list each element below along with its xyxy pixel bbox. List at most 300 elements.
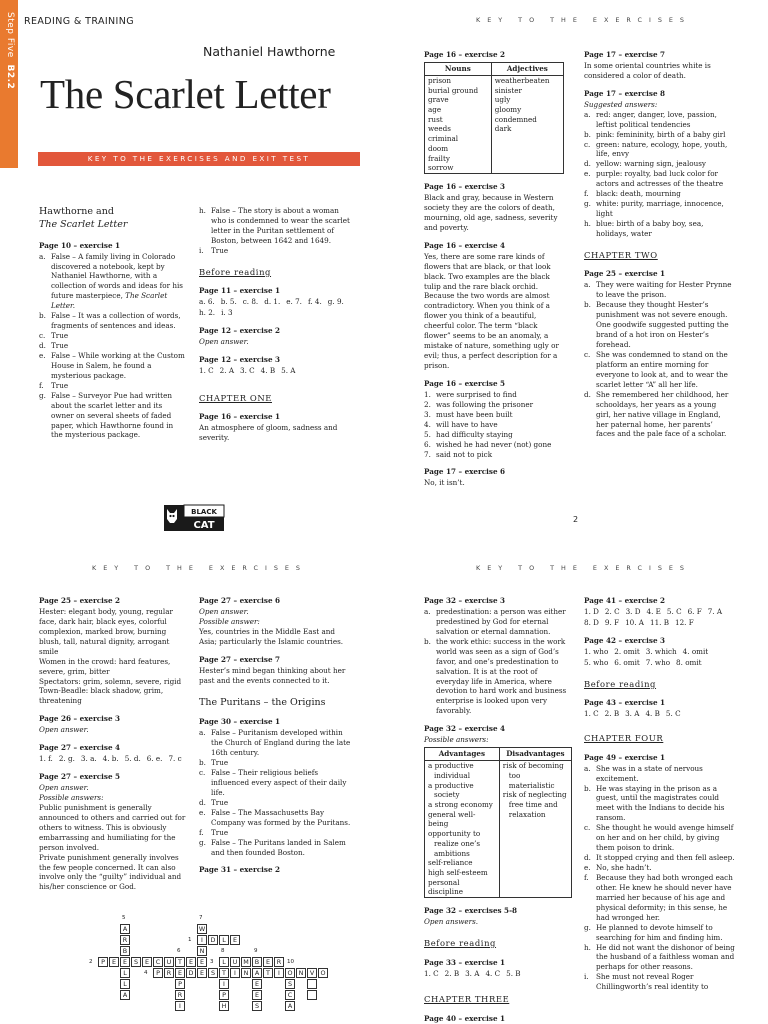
answer-pair (506, 969, 520, 979)
crossword-cell: R (164, 968, 174, 978)
item-text: False – Puritanism developed within the Church of England during the late 16th century. (211, 728, 351, 758)
chapter-heading: CHAPTER THREE (424, 994, 510, 1005)
answer-value: omit (691, 646, 709, 656)
item-marker: e. (39, 350, 46, 360)
crossword-cell: I (197, 935, 207, 945)
crossword-clue-number: 8 (221, 948, 225, 954)
answer-pair (199, 366, 214, 376)
answer-item (584, 853, 736, 863)
exercise-title: Page 12 – exercise 3 (199, 354, 281, 364)
crossword-cell: I (230, 968, 240, 978)
item-marker: b. (584, 300, 591, 310)
crossword-clue-number: 9 (254, 948, 258, 954)
exercise-title: Page 33 – exercise 1 (424, 957, 506, 967)
answer-number: 7. (645, 657, 655, 667)
item-text: False – It was a collection of words, fragments of sentences and ideas. (51, 311, 181, 331)
answer-number: 2. (444, 968, 454, 978)
crossword-cell: T (219, 968, 229, 978)
crossword-cell: E (186, 957, 196, 967)
answer-pair (646, 658, 670, 668)
answer-value: which (654, 646, 677, 656)
item-text: True (51, 341, 69, 350)
answer-number: 3. (625, 606, 635, 616)
answer-list (199, 206, 351, 256)
exercise-title: Page 42 – exercise 3 (584, 635, 666, 645)
answer-item (199, 798, 351, 808)
answer-number: h. (199, 308, 209, 318)
crossword-cell: H (219, 1001, 229, 1011)
answer-value: F (696, 606, 702, 616)
answer-value: B (269, 365, 276, 375)
answer-item (584, 140, 732, 160)
crossword-cell: S (208, 968, 218, 978)
crossword-cell: A (120, 990, 130, 1000)
answer-value: F (614, 617, 620, 627)
answer-value: c (177, 754, 182, 764)
answer-value: f. (48, 754, 53, 764)
item-text: He did not want the dishonor of being the husband of a faithless woman and perhaps for other reasons. (596, 942, 735, 972)
answer-value: C (494, 968, 501, 978)
answer-value: g. (68, 754, 75, 764)
chapter-heading: CHAPTER TWO (584, 249, 658, 260)
crossword-cell: N (197, 946, 207, 956)
answer-pair (125, 754, 141, 764)
crossword-cell (307, 979, 317, 989)
crossword-cell: B (252, 957, 262, 967)
crossword-cell: E (109, 957, 119, 967)
answer-pair (584, 658, 608, 668)
crossword-cell: S (285, 979, 295, 989)
answer-number: a. (199, 297, 208, 307)
answer-pair (683, 647, 709, 657)
answer-number: 5. (666, 606, 677, 616)
answer-value: A (290, 365, 296, 375)
answer-number: 5. (584, 657, 594, 667)
answer-value: omit (685, 657, 702, 667)
exercise-title: Page 49 – exercise 1 (584, 752, 666, 762)
crossword-cell: E (197, 968, 207, 978)
answer-item (584, 130, 732, 140)
answer-value: 4. (314, 297, 322, 307)
column-6 (199, 596, 351, 876)
crossword-clue-number: 4 (144, 970, 148, 976)
answer-number: 5. (124, 754, 134, 764)
crossword-cell: L (120, 968, 130, 978)
answer-value: C (208, 365, 214, 375)
answer-value: a. (90, 754, 97, 764)
answer-item (199, 246, 351, 256)
table-cell-line: too materialistic (508, 770, 555, 790)
book-author: Nathaniel Hawthorne (203, 44, 336, 59)
answer-pair (645, 709, 659, 719)
answer-line: Hester: elegant body, young, regular face, dark hair, black eyes, colorful complexion, marked brow, burning blush, tall, natural dignity, arrogant smile (39, 606, 173, 656)
table-cell-line: condemned (494, 114, 537, 124)
answer-item (584, 189, 732, 199)
answer-item (584, 764, 736, 784)
disadvantages-column (499, 761, 571, 898)
level-tab (0, 0, 18, 168)
answer-pair (676, 658, 702, 668)
item-marker: c. (199, 768, 206, 777)
item-text: False – The Puritans landed in Salem and then founded Boston. (211, 837, 346, 857)
item-text: She was condemned to stand on the platform an entire morning for everyone to look at, and to wear the scarlet letter “A” all her life. (596, 349, 728, 389)
answer-list (424, 390, 564, 460)
exercise-title: Page 10 – exercise 1 (39, 240, 121, 250)
answer-number: b. (220, 297, 230, 307)
answer-item (584, 784, 736, 824)
answer-value: 8. (251, 297, 259, 307)
answer-item (584, 350, 732, 390)
item-marker: 2. (424, 399, 431, 409)
crossword-cell: T (263, 968, 273, 978)
answer-number: 3. (645, 646, 655, 656)
answer-line: Private punishment generally involves the few people concerned. It can also involve only the “guilty” individual and his/her conscience or God. (39, 852, 182, 892)
section-heading: Before reading (199, 266, 272, 277)
table-cell-line: ugly (494, 95, 511, 105)
answer-item (199, 206, 351, 246)
answer-line: Spectators: grim, solemn, severe, rigid (39, 676, 182, 686)
answer-item (39, 331, 187, 341)
exercise-title: Page 31 – exercise 2 (199, 865, 281, 875)
crossword-cell: E (142, 957, 152, 967)
item-marker: b. (584, 783, 591, 793)
item-marker: h. (584, 219, 591, 228)
item-marker: b. (199, 758, 206, 768)
answer-item (584, 972, 736, 992)
answer-value: 6. (207, 297, 215, 307)
answer-pair (199, 297, 215, 307)
item-marker: e. (584, 863, 591, 872)
answer-pair (626, 607, 641, 617)
item-marker: f. (39, 380, 44, 390)
answer-value: C (433, 968, 439, 978)
table-cell-line: personal discipline (428, 877, 463, 897)
answer-number: 4. (485, 968, 495, 978)
answer-pair (675, 618, 694, 628)
answer-number: 1. (584, 606, 594, 616)
table-cell-line: doom (428, 143, 449, 153)
chapter-heading: CHAPTER ONE (199, 392, 272, 403)
answer-pair (584, 618, 599, 628)
answer-number: 12. (675, 617, 689, 627)
table-header: Adjectives (491, 62, 563, 75)
answer-number: 6. (146, 754, 156, 764)
item-text: purple: royalty, bad luck color for actors and actresses of the theatre (596, 169, 724, 189)
answer-text: Open answer. (199, 337, 249, 347)
answer-value: 9. (336, 297, 344, 307)
column-2 (199, 206, 351, 443)
answer-pair (308, 297, 322, 307)
crossword-cell: R (175, 990, 185, 1000)
crossword-cell: T (175, 957, 185, 967)
running-head: KEY TO THE EXERCISES (476, 564, 691, 572)
item-text: She must not reveal Roger Chillingworth’s real identity to (596, 972, 709, 992)
crossword-cell: D (208, 935, 218, 945)
crossword-cell: R (274, 957, 284, 967)
crossword-cell: U (164, 957, 174, 967)
crossword-cell (307, 990, 317, 1000)
item-marker: g. (584, 922, 591, 932)
crossword-cell: E (252, 979, 262, 989)
crossword-clue-number: 5 (122, 915, 126, 921)
answer-line (199, 366, 351, 376)
crossword-cell: V (307, 968, 317, 978)
crossword-cell: S (252, 1001, 262, 1011)
advantages-table (424, 747, 572, 898)
answer-item (199, 768, 351, 798)
answer-value: who (593, 657, 609, 667)
item-marker: f. (199, 827, 204, 837)
answer-pair (614, 647, 640, 657)
answer-value: e. (155, 754, 163, 764)
answer-text: Yes, countries in the Middle East and Asia; particularly the Islamic countries. (199, 626, 344, 646)
table-cell-line: criminal (428, 134, 459, 144)
item-italic: The Scarlet Letter. (51, 291, 168, 311)
exercise-title: Page 32 – exercises 5-8 (424, 906, 518, 916)
item-text: True (211, 827, 229, 837)
item-marker: b. (39, 311, 46, 321)
answer-text (39, 607, 187, 706)
exercise-title: Page 27 – exercise 5 (39, 772, 121, 782)
answer-text: Open answer. (39, 783, 89, 792)
answer-item (39, 252, 187, 312)
logo-line-1: BLACK (191, 508, 217, 516)
answer-text (39, 803, 187, 892)
crossword-cell: E (252, 990, 262, 1000)
item-text: She thought he would avenge himself on her and on her child, by giving them poison to drink. (596, 823, 734, 853)
exercise-title: Page 30 – exercise 1 (199, 717, 281, 727)
table-cell-line: a strong economy (428, 799, 493, 809)
item-text: True (51, 380, 69, 390)
item-marker: a. (584, 763, 591, 773)
answer-item (39, 341, 187, 351)
answer-pair (147, 754, 163, 764)
answer-pair (445, 969, 459, 979)
answer-item (199, 758, 351, 768)
answer-item (39, 381, 187, 391)
item-marker: g. (584, 199, 591, 209)
answer-number: 5. (506, 968, 516, 978)
answer-pair (605, 607, 620, 617)
answer-number: c. (242, 297, 252, 307)
answer-line (584, 647, 736, 668)
item-text: predestination: a person was either predestined by God for eternal salvation or eternal damnation. (436, 606, 566, 636)
answer-pair (199, 308, 215, 318)
table-cell-line: relaxation (508, 809, 546, 819)
answer-value: A (634, 709, 640, 719)
crossword-cell: C (153, 957, 163, 967)
crossword-cell: W (198, 925, 206, 933)
answer-value: who (654, 657, 671, 667)
answer-text: Open answers. (424, 917, 479, 927)
answer-pair (261, 366, 275, 376)
answer-value: F (688, 617, 694, 627)
answer-text: Open answer. (199, 606, 249, 616)
item-marker: a. (584, 109, 591, 119)
answer-value: omit (623, 657, 640, 667)
exercise-title: Page 17 – exercise 7 (584, 50, 666, 59)
answer-number: 5. (665, 709, 676, 719)
answer-pair (584, 647, 608, 657)
answer-number: 5. (281, 365, 291, 375)
answer-number: 10. (625, 617, 639, 627)
answer-item (584, 943, 736, 973)
crossword-cell: E (230, 935, 240, 945)
item-text: She was in a state of nervous excitement. (596, 763, 703, 783)
answer-text: Black and gray, because in Western society they are the colors of death, mourning, old age, sadness, severity and poverty. (424, 193, 558, 232)
answer-value: E (655, 606, 661, 616)
table-cell-line: frailty (428, 153, 450, 163)
answer-value: 1. (273, 297, 281, 307)
exercise-title: Page 12 – exercise 2 (199, 326, 281, 336)
answer-number: 3. (80, 754, 91, 764)
answer-line (199, 297, 351, 318)
crossword-clue-number: 10 (287, 959, 294, 965)
level-label: B2.2 (5, 64, 15, 90)
item-marker: b. (424, 636, 431, 646)
item-marker: 5. (424, 429, 431, 439)
answer-number: 1. (199, 365, 209, 375)
answer-value: C (249, 365, 255, 375)
exercise-title: Page 11 – exercise 1 (199, 286, 281, 296)
answer-value: who (593, 646, 609, 656)
answer-item (424, 430, 564, 440)
answer-item (424, 400, 564, 410)
answer-pair (424, 969, 439, 979)
answer-list (199, 728, 351, 857)
item-text: False – While working at the Custom House in Salem, he found a mysterious package. (51, 350, 185, 380)
answer-pair (221, 297, 237, 307)
item-marker: a. (584, 280, 591, 290)
answer-value: d. (133, 754, 141, 764)
crossword-clue-number: 7 (199, 915, 203, 921)
answer-item (39, 351, 187, 381)
table-cell-line: weatherbeaten (494, 75, 550, 85)
column-4 (584, 50, 732, 439)
crossword-cell: D (186, 968, 196, 978)
item-marker: d. (39, 341, 46, 350)
item-text: pink: femininity, birth of a baby girl (596, 129, 726, 139)
table-cell-line: individual (434, 770, 471, 780)
table-cell-line: high self-esteem (428, 867, 488, 877)
table-cell-line: a productive (428, 780, 474, 790)
item-text: Because they had both wronged each other. He knew he should never have married her because of his age and physical deformity; in this sense, he had wronged her. (596, 872, 733, 922)
answer-pair (286, 297, 302, 307)
item-text: said not to pick (436, 449, 493, 459)
answer-text: An atmosphere of gloom, sadness and severity. (199, 423, 338, 443)
crossword-cell: M (241, 957, 251, 967)
answer-pair (584, 709, 599, 719)
answer-number: 2. (604, 606, 615, 616)
item-text: It stopped crying and then fell asleep. (596, 853, 735, 863)
answer-line (424, 969, 572, 979)
item-text: She remembered her childhood, her schooldays, her years as a young girl, her native village in England, her paternal home, her parents’ faces and the pale face of a scholar. (596, 389, 729, 439)
answer-item (199, 728, 351, 758)
answer-number: 1. (584, 709, 594, 719)
table-cell-line: rust (428, 114, 443, 124)
table-cell-line: weeds (428, 124, 451, 134)
crossword-grid (89, 912, 358, 1024)
book-title: The Scarlet Letter (40, 71, 331, 117)
table-cell-line: grave (428, 95, 449, 105)
answer-pair (605, 618, 619, 628)
table-cell-line: age (428, 105, 442, 115)
crossword-cell: O (285, 968, 295, 978)
table-cell-line: burial ground (428, 85, 479, 95)
crossword-cell: A (120, 924, 130, 934)
item-marker: g. (199, 837, 206, 847)
item-marker: 4. (424, 419, 431, 429)
exercise-title: Page 16 – exercise 2 (424, 50, 506, 59)
answer-number: 4. (646, 606, 656, 616)
answer-item (424, 420, 564, 430)
answer-line: Women in the crowd: hard features, severe, grim, bitter (39, 656, 171, 676)
item-text: True (211, 797, 229, 807)
item-text: False – Their religious beliefs influenced every aspect of their daily life. (211, 768, 347, 797)
item-marker: a. (39, 251, 46, 261)
item-marker: 6. (424, 439, 431, 449)
nouns-column (425, 75, 492, 173)
column-7 (424, 596, 572, 1024)
crossword-cell: P (153, 968, 163, 978)
answer-item (424, 450, 564, 460)
section-heading: Before reading (424, 938, 497, 948)
answer-item (199, 828, 351, 838)
item-marker: g. (39, 390, 46, 400)
crossword-cell: N (296, 968, 306, 978)
item-marker: e. (199, 807, 206, 817)
answer-pair (646, 647, 677, 657)
logo-line-2: CAT (193, 520, 215, 531)
answer-pair (59, 754, 75, 764)
item-marker: h. (584, 942, 591, 952)
crossword-cell: A (252, 968, 262, 978)
answer-subtitle: Possible answers: (39, 792, 104, 802)
answer-value: D (634, 606, 641, 616)
answer-text: Open answer. (39, 725, 89, 735)
section-heading: Before reading (584, 678, 657, 689)
answer-item (424, 390, 564, 400)
table-cell-line: risk of neglecting (502, 790, 567, 800)
answer-pair (666, 709, 681, 719)
answer-value: B (453, 968, 460, 978)
exercise-title: Page 17 – exercise 8 (584, 88, 666, 98)
answer-item (584, 169, 732, 189)
answer-text: Yes, there are some rare kinds of flowers that are black, or that look black. Two examples are the black tulip and the rare black orchid. Because the two words are almost contradictory. When you think of a flower you think of a beautiful, cheerful color. The term “black flower” seems to be an anomaly, a mistake of nature, something ugly or evil; thus, a perfect description for a prison. (424, 251, 559, 370)
crossword-cell: L (219, 935, 229, 945)
item-text: must have been built (436, 409, 513, 419)
answer-value: omit (623, 646, 640, 656)
answer-pair (220, 366, 234, 376)
answer-pair (614, 658, 640, 668)
nouns-adjectives-table (424, 62, 564, 174)
crossword-cell: U (230, 957, 240, 967)
crossword-cell: S (131, 957, 141, 967)
answer-pair (168, 754, 181, 764)
advantages-column (425, 761, 500, 898)
answer-number: 4. (260, 365, 270, 375)
answer-item (584, 873, 736, 923)
crossword-cell: B (120, 946, 130, 956)
answer-pair (625, 618, 644, 628)
answer-pair (667, 607, 682, 617)
section-heading: The Puritans – the Origins (199, 696, 326, 708)
exercise-title: Page 17 – exercise 6 (424, 467, 506, 477)
crossword-cell: P (175, 979, 185, 989)
item-text: green: nature, ecology, hope, youth, life, envy (596, 139, 728, 159)
exercise-title: Page 16 – exercise 4 (424, 240, 506, 250)
crossword-cell: N (241, 968, 251, 978)
